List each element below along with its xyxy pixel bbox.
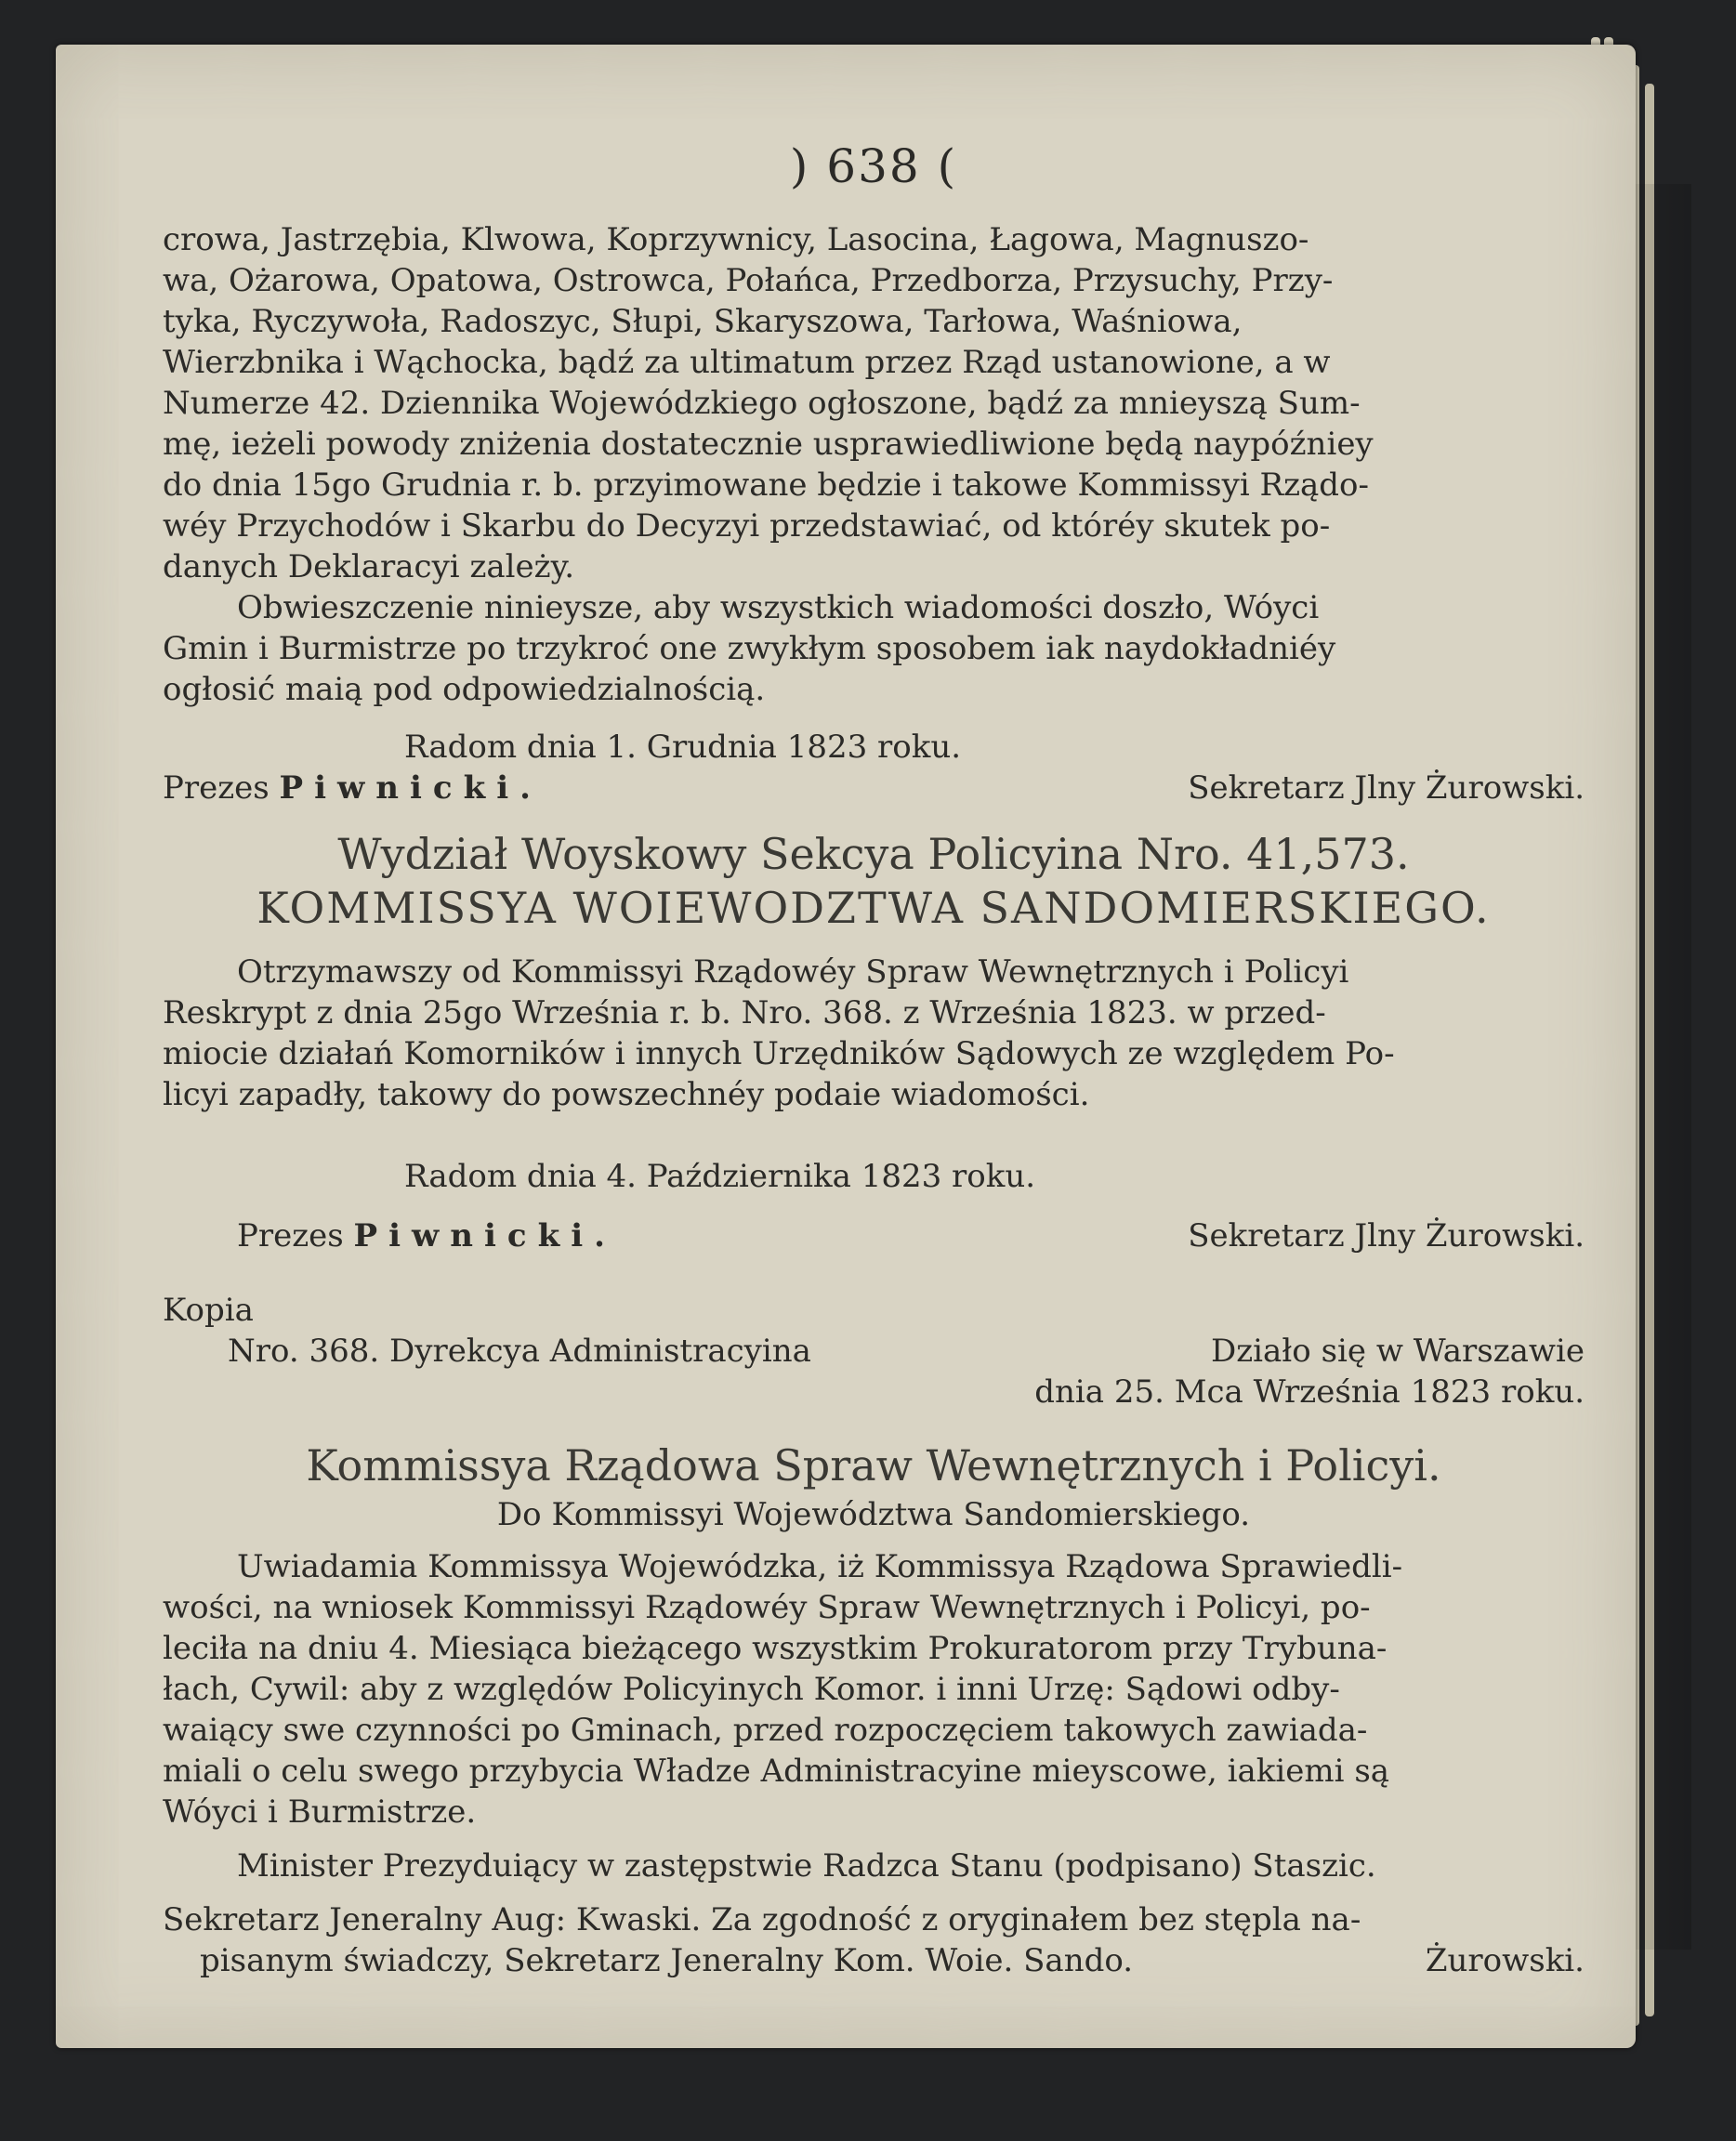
page-text <box>163 112 1585 1981</box>
kopia-nro: Nro. 368. Dyrekcya Administracyina <box>228 1333 811 1370</box>
page-gutter-shadow <box>1636 184 1691 1950</box>
text-line: crowa, Jastrzębia, Klwowa, Koprzywnicy, Lasocina, Łagowa, Magnuszo- <box>163 221 1309 258</box>
prezes-signature <box>163 768 542 808</box>
text-line: Reskrypt z dnia 25go Września r. b. Nro. 368. z Września 1823. w przed- <box>163 994 1326 1031</box>
sekretarz-signature: Sekretarz Jlny Żurowski. <box>1188 769 1585 807</box>
text-line: Uwiadamia Kommissya Wojewódzka, iż Kommissya Rządowa Sprawiedli- <box>237 1548 1403 1585</box>
text-line: pisanym świadczy, Sekretarz Jeneralny Kom. Woie. Sando. <box>200 1942 1134 1979</box>
text-line: Otrzymawszy od Kommissyi Rządowéy Spraw Wewnętrznych i Policyi <box>237 953 1349 991</box>
addressee-line: Do Kommissyi Województwa Sandomierskiego. <box>496 1496 1251 1533</box>
kopia-label: Kopia <box>163 1292 254 1329</box>
commission-heading: KOMMISSYA WOIEWODZTWA SANDOMIERSKIEGO. <box>256 883 1491 933</box>
text-line: ogłosić maią pod odpowiedzialnością. <box>163 671 766 708</box>
otrzymawszy-paragraph <box>163 952 1585 1115</box>
text-line: danych Deklaracyi zależy. <box>163 548 575 585</box>
minister-line: Minister Prezyduiący w zastępstwie Radzca Stanu (podpisano) Staszic. <box>237 1847 1376 1885</box>
prezes-label: Prezes <box>163 769 270 807</box>
date-line: Radom dnia 4. Października 1823 roku. <box>404 1158 1036 1195</box>
text-line: Obwieszczenie ninieysze, aby wszystkich wiadomości doszło, Wóyci <box>237 589 1320 626</box>
ministry-heading: Kommissya Rządowa Spraw Wewnętrznych i Policyi. <box>306 1440 1441 1491</box>
text-line: Gmin i Burmistrze po trzykroć one zwykłym sposobem iak naydokładniéy <box>163 630 1336 667</box>
text-line: wa, Ożarowa, Opatowa, Ostrowca, Połańca, Przedborza, Przysuchy, Przy- <box>163 262 1334 299</box>
kopia-place: Działo się w Warszawie <box>1210 1333 1585 1370</box>
date-line: Radom dnia 1. Grudnia 1823 roku. <box>404 729 962 766</box>
signature-row <box>163 768 1585 808</box>
signature-row <box>163 1215 1585 1256</box>
text-line: miocie działań Komorników i innych Urzędników Sądowych ze względem Po- <box>163 1035 1395 1072</box>
prezes-label: Prezes <box>237 1217 344 1254</box>
page-number: ) 638 ( <box>789 139 958 193</box>
continuation-paragraph <box>163 219 1585 587</box>
text-line: Numerze 42. Dziennika Wojewódzkiego ogłoszone, bądź za mnieyszą Sum- <box>163 385 1361 422</box>
text-line: mę, ieżeli powody zniżenia dostatecznie usprawiedliwione będą naypóźniey <box>163 426 1374 463</box>
text-line: Sekretarz Jeneralny Aug: Kwaski. Za zgodność z oryginałem bez stępla na- <box>163 1901 1361 1938</box>
text-line: łach, Cywil: aby z względów Policyinych Komor. i inni Urzę: Sądowi odby- <box>163 1671 1340 1708</box>
text-line: miali o celu swego przybycia Władze Administracyine mieyscowe, iakiemi są <box>163 1753 1390 1790</box>
text-line: wości, na wniosek Kommissyi Rządowéy Spraw Wewnętrznych i Policyi, po- <box>163 1589 1371 1626</box>
text-line: wéy Przychodów i Skarbu do Decyzyi przedstawiać, od któréy skutek po- <box>163 507 1331 545</box>
text-line: Wóyci i Burmistrze. <box>163 1793 477 1831</box>
closing-row <box>163 1940 1585 1981</box>
prezes-signature <box>237 1215 616 1256</box>
text-line: Wierzbnika i Wąchocka, bądź za ultimatum przez Rząd ustanowione, a w <box>163 344 1331 381</box>
closing-signature: Żurowski. <box>1425 1942 1585 1979</box>
closing-paragraph <box>163 1899 1585 1981</box>
obwieszczenie-paragraph <box>163 587 1585 710</box>
text-line: licyi zapadły, takowy do powszechnéy podaie wiadomości. <box>163 1076 1090 1113</box>
text-line: leciła na dniu 4. Miesiąca bieżącego wszystkim Prokuratorom przy Trybuna- <box>163 1630 1387 1667</box>
text-line: tyka, Ryczywoła, Radoszyc, Słupi, Skaryszowa, Tarłowa, Waśniowa, <box>163 303 1243 340</box>
text-line: waiący swe czynności po Gminach, przed rozpoczęciem takowych zawiada- <box>163 1712 1368 1749</box>
sekretarz-signature: Sekretarz Jlny Żurowski. <box>1188 1217 1585 1254</box>
section-heading: Wydział Woyskowy Sekcya Policyina Nro. 41,573. <box>337 829 1410 879</box>
prezes-name: Piwnicki. <box>279 769 542 807</box>
text-line: do dnia 15go Grudnia r. b. przyimowane będzie i takowe Kommissyi Rządo- <box>163 466 1370 504</box>
prezes-name: Piwnicki. <box>353 1217 616 1254</box>
kopia-date: dnia 25. Mca Września 1823 roku. <box>1034 1373 1585 1411</box>
uwiadamia-paragraph <box>163 1546 1585 1832</box>
kopia-header-row <box>163 1331 1585 1372</box>
